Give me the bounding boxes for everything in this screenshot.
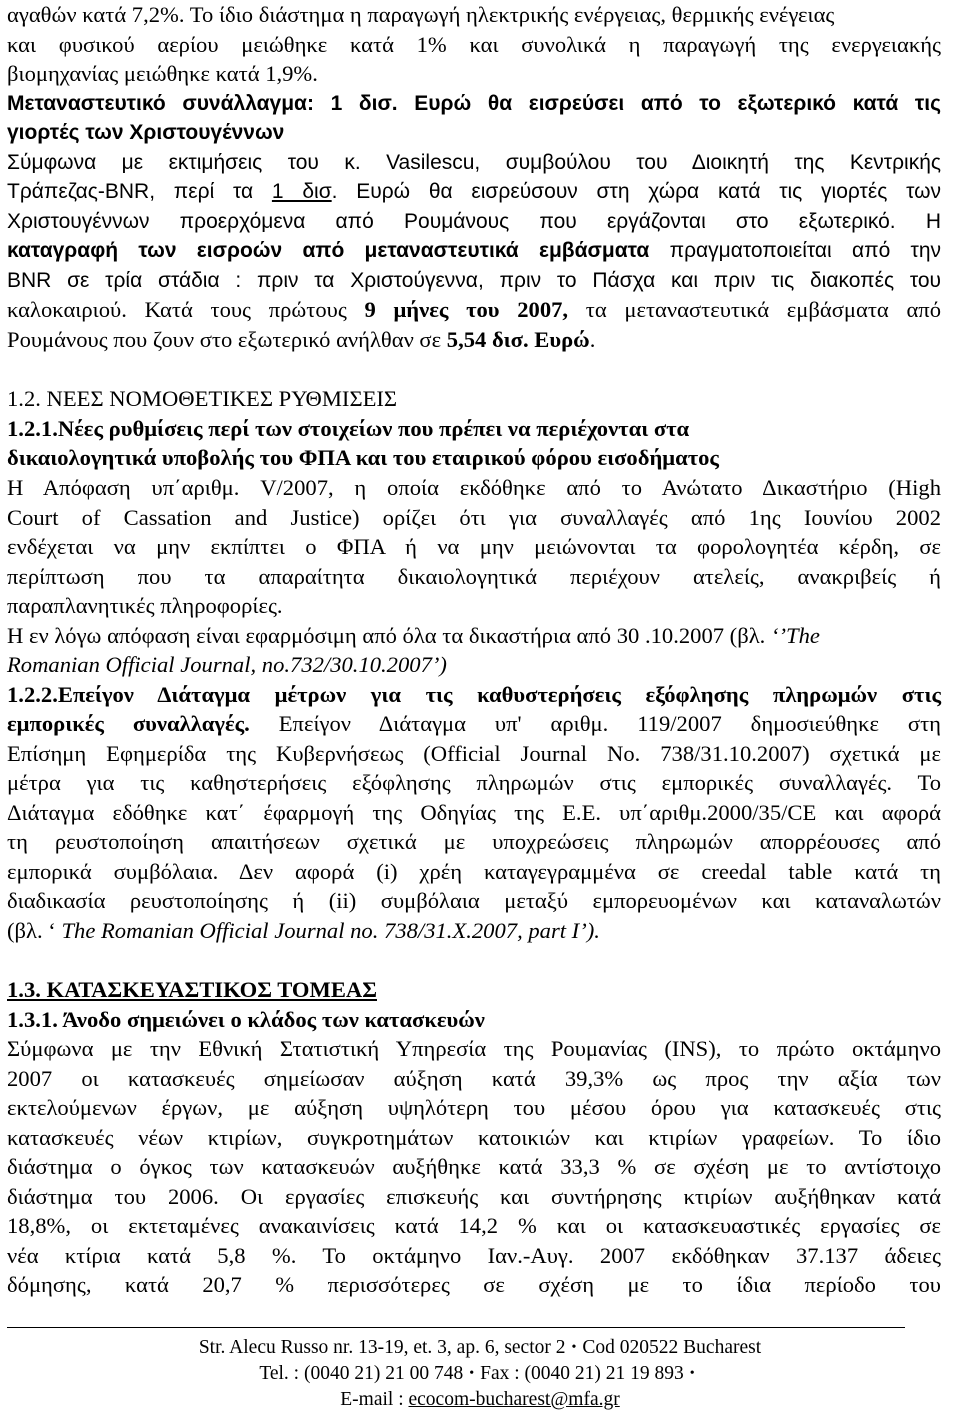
text-line: εκτελούμενων έργων, με αύξηση υψηλότερη του μέσου όρου για κατασκευές στις bbox=[7, 1095, 941, 1120]
text-line: ενδέχεται να μην εκπίπτει ο ΦΠΑ ή να μην μειώνονται τα φορολογητέα κέρδη, σε bbox=[7, 534, 941, 559]
text-line: 18,8%, οι εκτεταμένες ανακαινίσεις κατά 14,2 % και οι κατασκευαστικές εργασίες σε bbox=[7, 1213, 941, 1238]
text-line: κατασκευές νέων κτιρίων, συγκροτημάτων κατοικιών και κτιρίων γραφείων. Το ίδιο bbox=[7, 1125, 941, 1150]
text-line: μέτρα για τις καθηστερήσεις εξόφλησης πληρωμών στις εμπορικές συναλλαγές. Το bbox=[7, 770, 941, 795]
text-line: Court of Cassation and Justice) ορίζει ότι για συναλλαγές από 1ης Ιουνίου 2002 bbox=[7, 505, 941, 530]
email-link[interactable]: ecocom-bucharest@mfa.gr bbox=[408, 1389, 620, 1410]
section-heading: Μεταναστευτικό συνάλλαγμα: 1 δισ. Ευρώ θα εισρεύσει από το εξωτερικό κατά τις bbox=[7, 92, 941, 115]
text-line: Romanian Official Journal, no.732/30.10.2007’) bbox=[7, 652, 447, 677]
text-line: 2007 οι κατασκευές σημείωσαν αύξηση κατά 39,3% ως προς την αξία των bbox=[7, 1066, 941, 1091]
subsection-heading: 1.2.1.Νέες ρυθμίσεις περί των στοιχείων που πρέπει να περιέχονται στα bbox=[7, 416, 690, 441]
text-line: Επίσημη Εφημερίδα της Κυβερνήσεως (Official Journal No. 738/31.10.2007) σχετικά με bbox=[7, 741, 941, 766]
text-line: εμπορικές συναλλαγές. Επείγον Διάταγμα υπ' αριθμ. 119/2007 δημοσιεύθηκε στη bbox=[7, 711, 941, 736]
footer-address: Str. Alecu Russo nr. 13-19, et. 3, ap. 6, sector 2 • Cod 020522 Bucharest bbox=[198, 1337, 762, 1358]
bullet-icon: • bbox=[469, 1366, 475, 1381]
subsection-heading: 1.2.2.Επείγον Διάταγμα μέτρων για τις καθυστερήσεις εξόφλησης πληρωμών στις bbox=[7, 682, 941, 707]
text-line: BNR σε τρία στάδια : πριν τα Χριστούγεννα, πριν το Πάσχα και πριν τις διακοπές του bbox=[7, 269, 941, 292]
text-line: Τράπεζας-BNR, περί τα 1 δισ. Ευρώ θα εισρεύσουν στη χώρα κατά τις γιορτές των bbox=[7, 180, 941, 203]
text-line: Διάταγμα εδόθηκε κατ΄ έφαρμογή της Οδηγίας της Ε.Ε. υπ΄αριθμ.2000/35/CE και αφορά bbox=[7, 800, 941, 825]
section-heading: γιορτές των Χριστουγέννων bbox=[7, 121, 285, 144]
text-line: Η Απόφαση υπ΄αριθμ. V/2007, η οποία εκδόθηκε από το Ανώτατο Δικαστήριο (High bbox=[7, 475, 941, 500]
text-line: εμπορικά συμβόλαια. Δεν αφορά (i) χρέη καταγεγραμμένα σε creedal table κατά τη bbox=[7, 859, 941, 884]
bullet-icon: • bbox=[689, 1366, 695, 1381]
text-line: διάστημα του 2006. Οι εργασίες επισκευής και συντήρησης κτιρίων αυξήθηκαν κατά bbox=[7, 1184, 941, 1209]
text-line: παραπλανητικές πληροφορίες. bbox=[7, 593, 283, 618]
text-line: διάστημα ο όγκος των κατασκευών αυξήθηκε κατά 33,3 % σε σχέση με το αντίστοιχο bbox=[7, 1154, 941, 1179]
section-heading: 1.2. ΝΕΕΣ ΝΟΜΟΘΕΤΙΚΕΣ ΡΥΘΜΙΣΕΙΣ bbox=[7, 386, 398, 411]
text-line: Σύμφωνα με εκτιμήσεις του κ. Vasilescu, συμβούλου του Διοικητή της Κεντρικής bbox=[7, 151, 941, 174]
text-line: νέα κτίρια κατά 5,8 %. Το οκτάμηνο Ιαν.-Αυγ. 2007 εκδόθηκαν 37.137 άδειες bbox=[7, 1243, 941, 1268]
footer-phone: Tel. : (0040 21) 21 00 748 • Fax : (0040 21) 21 19 893 • bbox=[259, 1363, 695, 1384]
text-line: Σύμφωνα με την Εθνική Στατιστική Υπηρεσία της Ρουμανίας (INS), το πρώτο οκτάμηνο bbox=[7, 1036, 941, 1061]
bullet-icon: • bbox=[571, 1340, 577, 1355]
text-line: αγαθών κατά 7,2%. Το ίδιο διάστημα η παραγωγή ηλεκτρικής ενέργειας, θερμικής ενέγειας bbox=[7, 2, 835, 27]
text-line: τη ρευστοποίηση απαιτήσεων σχετικά με υποχρεώσεις πληρωμών απορρέουσες από bbox=[7, 829, 941, 854]
text-line: καλοκαιριού. Κατά τους πρώτους 9 μήνες του 2007, τα μεταναστευτικά εμβάσματα από bbox=[7, 297, 941, 322]
section-heading: 1.3. ΚΑΤΑΣΚΕΥΑΣΤΙΚΟΣ ΤΟΜΕΑΣ bbox=[7, 977, 377, 1002]
text-line: καταγραφή των εισροών από μεταναστευτικά εμβάσματα πραγματοποιείται από την bbox=[7, 239, 941, 262]
footer-email: E-mail : ecocom-bucharest@mfa.gr bbox=[340, 1389, 620, 1410]
subsection-heading: 1.3.1. Άνοδο σημειώνει ο κλάδος των κατασκευών bbox=[7, 1007, 485, 1032]
text-line: διαδικασία ρευστοποίησης ή (ii) συμβόλαια μεταξύ εμπορευομένων και καταναλωτών bbox=[7, 888, 941, 913]
subsection-heading: δικαιολογητικά υποβολής του ΦΠΑ και του εταιρικού φόρου εισοδήματος bbox=[7, 445, 719, 470]
text-line: περίπτωση που τα απαραίτητα δικαιολογητικά περιέχουν ατελείς, ανακριβείς ή bbox=[7, 564, 941, 589]
text-line: (βλ. ‘ The Romanian Official Journal no. 738/31.X.2007, part I’). bbox=[7, 918, 600, 943]
footer-divider bbox=[7, 1327, 905, 1328]
text-line: Η εν λόγω απόφαση είναι εφαρμόσιμη από όλα τα δικαστήρια από 30 .10.2007 (βλ. ‘’The bbox=[7, 623, 820, 648]
text-line: Ρουμάνους που ζουν στο εξωτερικό ανήλθαν σε 5,54 δισ. Ευρώ. bbox=[7, 327, 596, 352]
text-line: και φυσικού αερίου μειώθηκε κατά 1% και συνολικά η παραγωγή της ενεργειακής bbox=[7, 32, 941, 57]
text-line: βιομηχανίας μειώθηκε κατά 1,9%. bbox=[7, 61, 318, 86]
text-line: δόμησης, κατά 20,7 % περισσότερες σε σχέση με το ίδια περίοδο του bbox=[7, 1272, 941, 1297]
text-line: Χριστουγέννων προερχόμενα από Ρουμάνους που εργάζονται στο εξωτερικό. Η bbox=[7, 210, 941, 233]
